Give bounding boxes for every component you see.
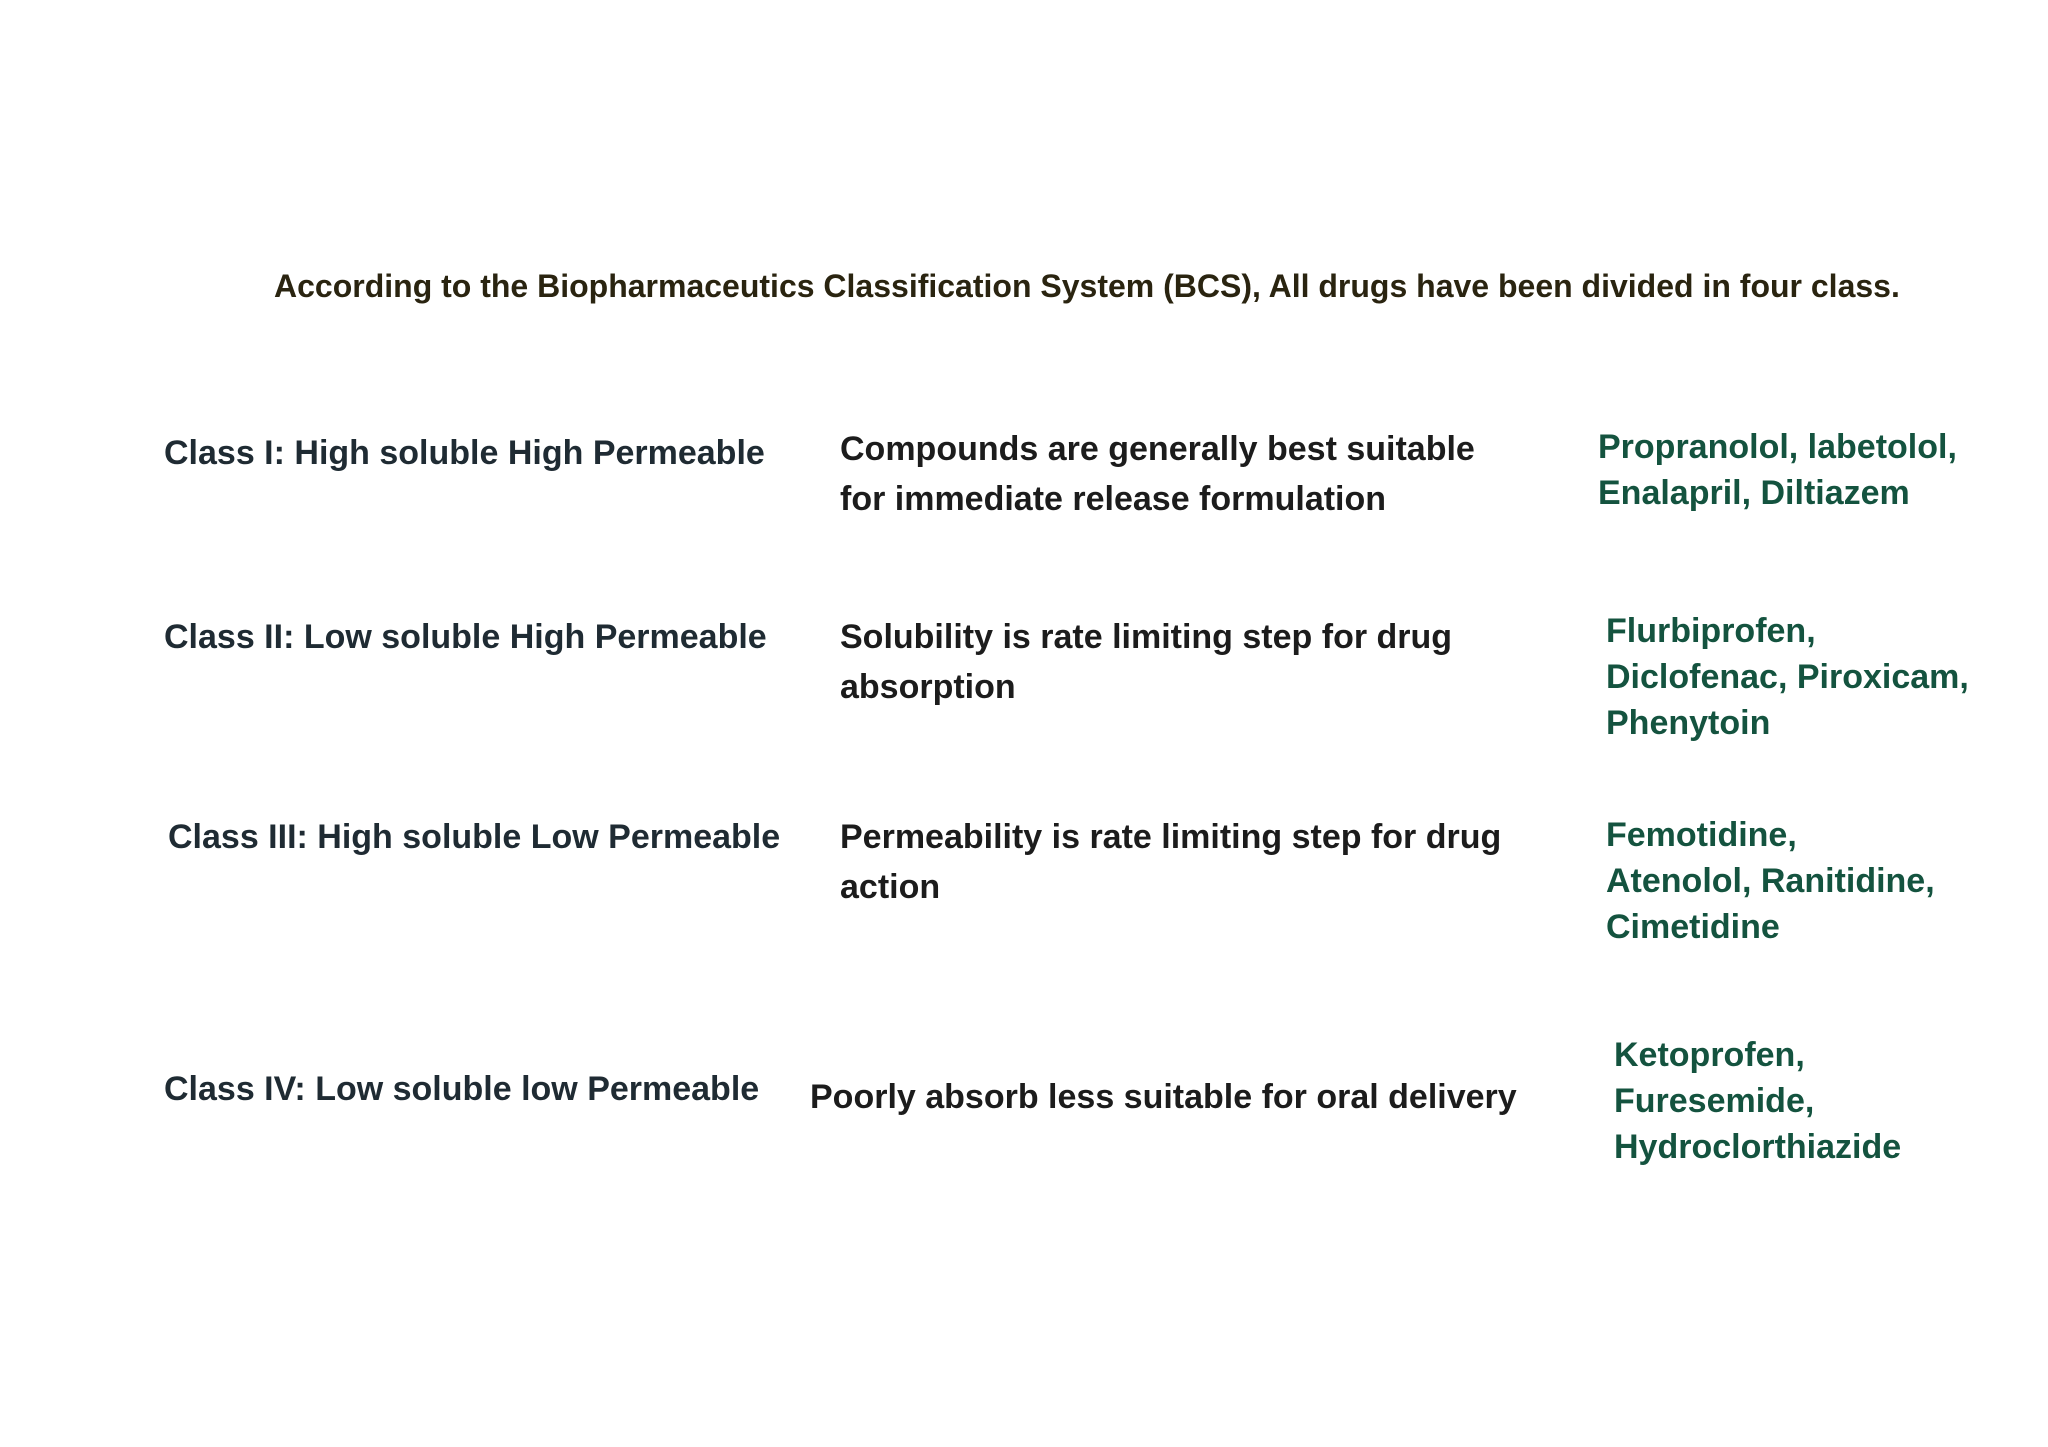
class-2-description-line-2: absorption	[840, 668, 1016, 706]
class-2-description	[840, 612, 1560, 712]
class-4-examples	[1614, 1032, 2014, 1170]
class-4-example-line-3: Hydroclorthiazide	[1614, 1128, 1902, 1166]
class-1-description	[840, 424, 1560, 524]
class-2-example-line-1: Flurbiprofen,	[1606, 612, 1816, 650]
intro-sentence: According to the Biopharmaceutics Classification System (BCS), All drugs have been divided in four class.	[274, 268, 1900, 304]
class-3-examples	[1606, 812, 2006, 950]
class-4-description-line-1: Poorly absorb less suitable for oral delivery	[810, 1078, 1517, 1116]
class-1-description-line-1: Compounds are generally best suitable	[840, 430, 1475, 468]
class-2-examples	[1606, 608, 2006, 746]
class-3-example-line-2: Atenolol, Ranitidine,	[1606, 862, 1935, 900]
class-3-description-line-1: Permeability is rate limiting step for drug	[840, 818, 1502, 856]
class-4-name: Class IV: Low soluble low Permeable	[164, 1070, 760, 1108]
class-4-example-line-2: Furesemide,	[1614, 1082, 1815, 1120]
class-1-description-line-2: for immediate release formulation	[840, 480, 1387, 518]
class-3-example-line-3: Cimetidine	[1606, 908, 1780, 946]
class-1-example-line-2: Enalapril, Diltiazem	[1598, 474, 1910, 512]
class-1-example-line-1: Propranolol, labetolol,	[1598, 428, 1957, 466]
class-4-description	[810, 1072, 1570, 1122]
class-2-example-line-3: Phenytoin	[1606, 704, 1771, 742]
class-2-name: Class II: Low soluble High Permeable	[164, 618, 767, 656]
class-2-description-line-1: Solubility is rate limiting step for drug	[840, 618, 1453, 656]
class-1-examples	[1598, 424, 1998, 516]
class-3-description-line-2: action	[840, 868, 941, 906]
class-3-name: Class III: High soluble Low Permeable	[168, 818, 781, 856]
class-1-name: Class I: High soluble High Permeable	[164, 434, 765, 472]
class-3-example-line-1: Femotidine,	[1606, 816, 1797, 854]
class-3-description	[840, 812, 1560, 912]
class-4-example-line-1: Ketoprofen,	[1614, 1036, 1805, 1074]
class-2-example-line-2: Diclofenac, Piroxicam,	[1606, 658, 1969, 696]
